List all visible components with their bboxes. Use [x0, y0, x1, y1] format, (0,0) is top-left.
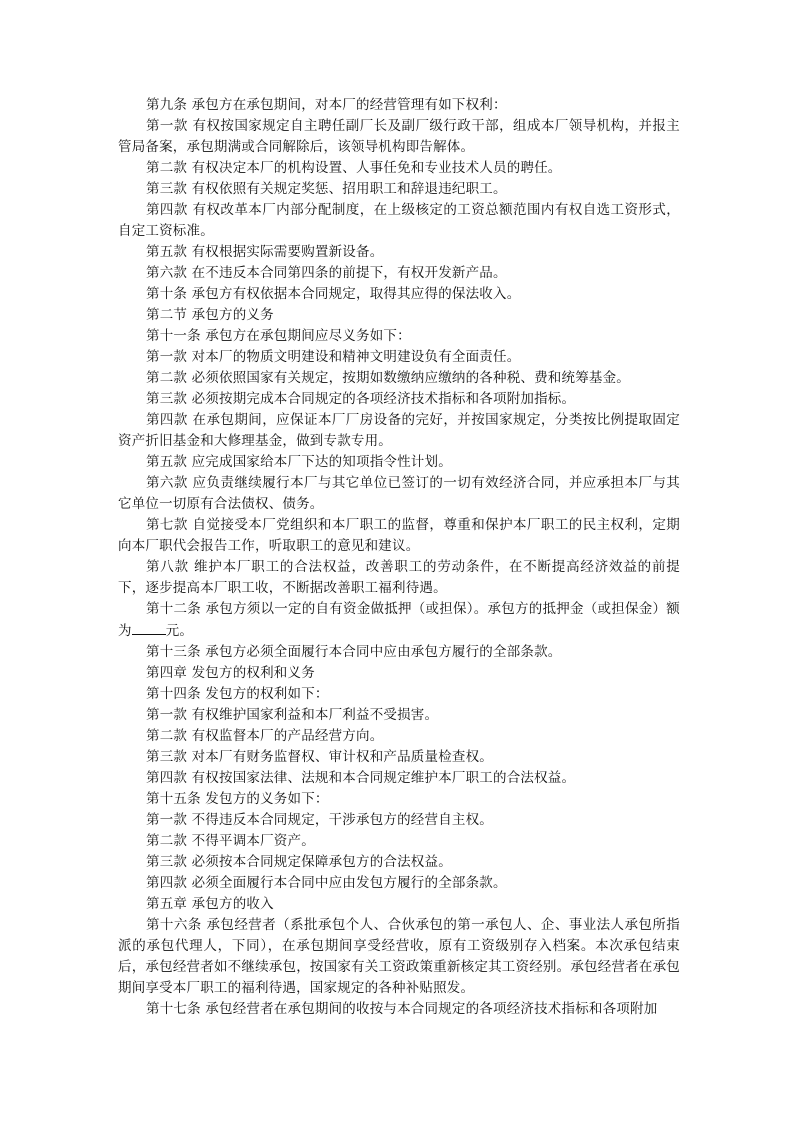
paragraph: 第三款 必须按本合同规定保障承包方的合法权益。	[146, 854, 452, 870]
paragraph: 第八款 维护本厂职工的合法权益，改善职工的劳动条件，在不断提高经济效益的前提下，逐步提高本厂职工收，不断据改善职工福利待遇。	[118, 559, 680, 596]
paragraph-text: 元。	[165, 623, 194, 639]
paragraph: 第四款 必须全面履行本合同中应由发包方履行的全部条款。	[146, 875, 507, 891]
paragraph: 第一款 有权按国家规定自主聘任副厂长及副厂级行政干部，组成本厂领导机构，并报主管局备案，承包期满或合同解除后，该领导机构即告解体。	[118, 118, 680, 155]
paragraph: 第一款 不得违反本合同规定，干涉承包方的经营自主权。	[146, 812, 493, 828]
paragraph: 第二款 有权监督本厂的产品经营方向。	[146, 728, 384, 744]
paragraph: 第十四条 发包方的权利如下：	[146, 686, 329, 702]
paragraph: 第二款 必须依照国家有关规定，按期如数缴纳应缴纳的各种税、费和统筹基金。	[146, 370, 630, 386]
paragraph-text: 第十二条 承包方须以一定的自有资金做抵押（或担保）。承包方的抵押金（或担保金）额为	[118, 601, 680, 639]
paragraph: 第六款 应负责继续履行本厂与其它单位已签订的一切有效经济合同，并应承担本厂与其它单位一切原有合法债权、债务。	[118, 475, 680, 512]
paragraph: 第十七条 承包经营者在承包期间的收按与本合同规定的各项经济技术指标和各项附加	[146, 1001, 658, 1017]
paragraph: 第四款 有权改革本厂内部分配制度，在上级核定的工资总额范围内有权自选工资形式，自定工资标准。	[118, 202, 680, 239]
chapter-heading: 第四章 发包方的权利和义务	[146, 665, 315, 681]
paragraph: 第二款 不得平调本厂资产。	[146, 833, 315, 849]
paragraph: 第三款 对本厂有财务监督权、审计权和产品质量检查权。	[146, 749, 493, 765]
paragraph: 第一款 有权维护国家利益和本厂利益不受损害。	[146, 707, 439, 723]
paragraph: 第二款 有权决定本厂的机构设置、人事任免和专业技术人员的聘任。	[146, 160, 562, 176]
paragraph: 第三款 必须按期完成本合同规定的各项经济技术指标和各项附加指标。	[146, 391, 576, 407]
paragraph: 第七款 自觉接受本厂党组织和本厂职工的监督，尊重和保护本厂职工的民主权利，定期向本厂职代会报告工作，听取职工的意见和建议。	[118, 517, 680, 554]
paragraph: 第十条 承包方有权依据本合同规定，取得其应得的保法收入。	[146, 286, 521, 302]
paragraph: 第九条 承包方在承包期间，对本厂的经营管理有如下权利：	[146, 97, 507, 113]
paragraph: 第一款 对本厂的物质文明建设和精神文明建设负有全面责任。	[146, 349, 521, 365]
paragraph-with-blank	[118, 599, 680, 642]
paragraph: 第五款 有权根据实际需要购置新设备。	[146, 244, 384, 260]
paragraph: 第六款 在不违反本合同第四条的前提下，有权开发新产品。	[146, 265, 507, 281]
paragraph: 第四款 在承包期间，应保证本厂厂房设备的完好，并按国家规定，分类按比例提取固定资产折旧基金和大修理基金，做到专款专用。	[118, 412, 680, 449]
chapter-heading: 第五章 承包方的收入	[146, 896, 274, 912]
paragraph: 第十六条 承包经营者（系批承包个人、合伙承包的第一承包人、企、事业法人承包所指派的承包代理人，下同），在承包期间享受经营收，原有工资级别存入档案。本次承包结束后，承包经营者如不继续承包，按国家有关工资政策重新核定其工资经别。承包经营者在承包期间享受本厂职工的福利待遇，国家规定的各种补贴照发。	[118, 917, 680, 996]
paragraph: 第十三条 承包方必须全面履行本合同中应由承包方履行的全部条款。	[146, 644, 562, 660]
paragraph: 第十一条 承包方在承包期间应尽义务如下：	[146, 328, 411, 344]
paragraph: 第四款 有权按国家法律、法规和本合同规定维护本厂职工的合法权益。	[146, 770, 576, 786]
amount-blank	[132, 620, 166, 635]
paragraph: 第三款 有权依照有关规定奖惩、招用职工和辞退违纪职工。	[146, 181, 507, 197]
paragraph: 第五款 应完成国家给本厂下达的知项指令性计划。	[146, 454, 452, 470]
document-body	[118, 95, 680, 1020]
section-heading: 第二节 承包方的义务	[146, 307, 274, 323]
paragraph: 第十五条 发包方的义务如下：	[146, 791, 329, 807]
